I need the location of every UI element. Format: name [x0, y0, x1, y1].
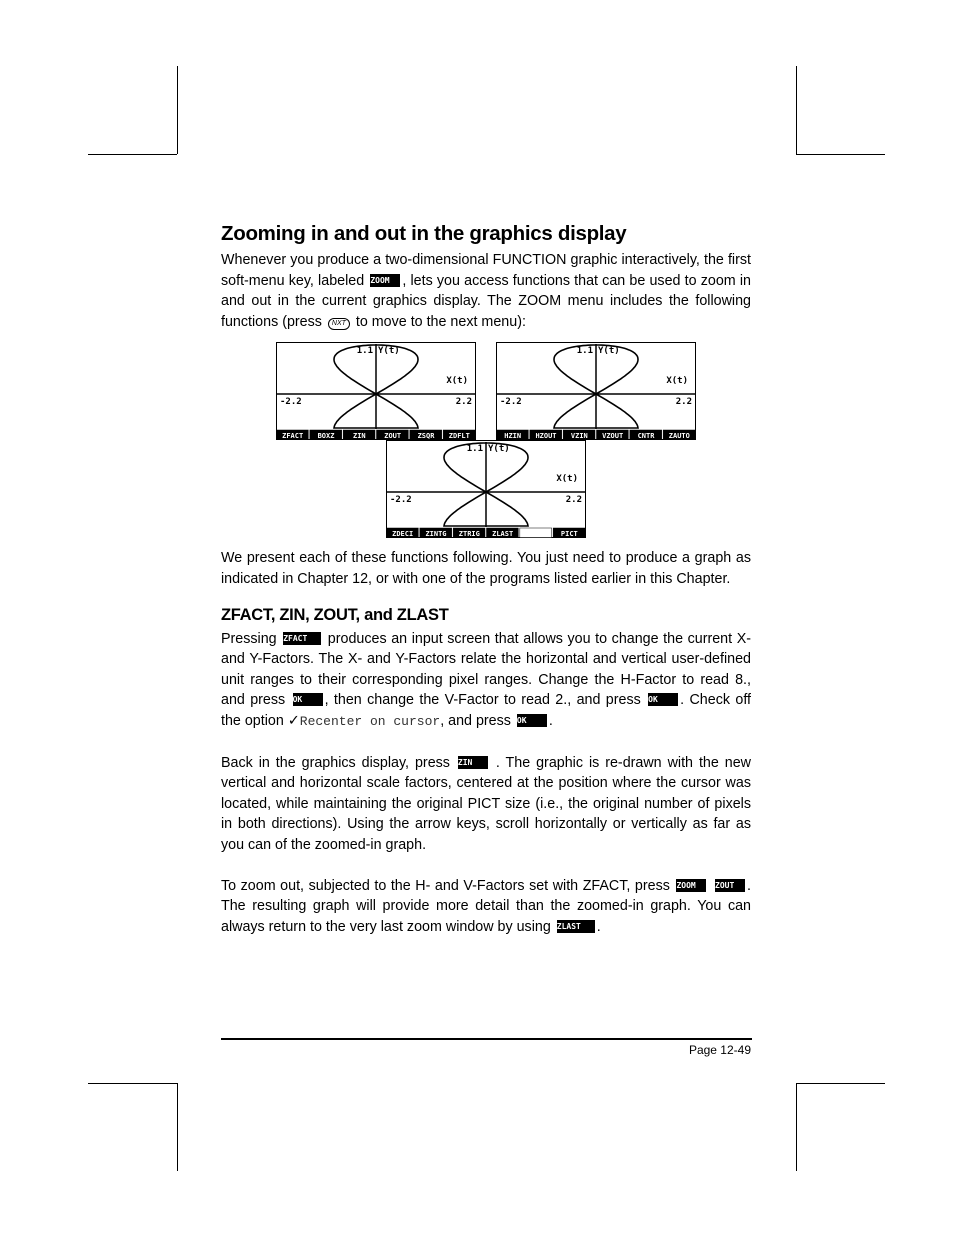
crop-mark [177, 66, 178, 154]
subsection-heading: ZFACT, ZIN, ZOUT, and ZLAST [221, 605, 449, 624]
softmenu-key-label: ZLAST [492, 530, 514, 539]
y-max-label: 1.1 [576, 346, 593, 357]
intro-paragraph [221, 250, 751, 332]
crop-mark [796, 154, 885, 155]
paragraph-zfact [221, 629, 751, 733]
text-run: To zoom out, subjected to the H- and V-Factors set with ZFACT, press [221, 877, 675, 894]
softmenu-key-label: ZAUTO [668, 432, 690, 441]
softmenu-key-label: ZDECI [392, 530, 414, 539]
zlast-key-icon: ZLAST [557, 920, 595, 933]
calculator-screen-2 [496, 342, 696, 440]
x-max-label: 2.2 [675, 397, 692, 408]
zout-key-icon: ZOUT [715, 879, 745, 892]
x-min-label: -2.2 [280, 397, 302, 408]
paragraph-present: We present each of these functions following. You just need to produce a graph as indicated in Chapter 12, or with one of the programs listed earlier in this Chapter. [221, 550, 751, 587]
y-max-label: 1.1 [356, 346, 373, 357]
y-axis-label: Y(t) [378, 346, 400, 357]
softmenu-key-label: ZINTG [425, 530, 447, 539]
softmenu-key-label: VZOUT [602, 432, 624, 441]
x-axis-label: X(t) [556, 474, 578, 485]
softmenu-key-label: BOXZ [317, 432, 335, 441]
softmenu-key-label: ZFACT [282, 432, 304, 441]
graph-svg [276, 342, 476, 440]
x-axis-label: X(t) [666, 376, 688, 387]
softmenu-key-label: PICT [560, 530, 578, 539]
zoom-key-icon: ZOOM [676, 879, 706, 892]
ok-key-icon: OK [648, 693, 678, 706]
page-number: Page 12-49 [688, 1043, 751, 1057]
crop-mark [88, 1083, 177, 1084]
crop-mark [796, 66, 797, 154]
crop-mark [177, 1083, 178, 1171]
softmenu-key-label: ZIN [353, 432, 366, 441]
text-run: . [548, 712, 553, 729]
text-run: produces an input screen that allows you to change the current X- and Y-Factors. The X- and Y-Factors relate the horizontal and vertical user-defined unit ranges to their corresponding pixel ranges. Change the H-Factor to read 8., and press [221, 630, 751, 709]
checkmark-icon: ✓ [287, 712, 300, 729]
crop-mark [796, 1083, 797, 1171]
softmenu-key-label: CNTR [637, 432, 655, 441]
text-run: , then change the V-Factor to read 2., and press [324, 692, 647, 709]
x-min-label: -2.2 [500, 397, 522, 408]
softmenu-key-label: HZOUT [535, 432, 557, 441]
text-run: Whenever you produce a two-dimensional FUNCTION graphic interactively, the first soft-menu key, labeled [221, 252, 751, 289]
crop-mark [88, 154, 177, 155]
crop-mark [796, 1083, 885, 1084]
graph-svg [386, 440, 586, 538]
softmenu-key [520, 528, 552, 538]
text-run: , lets you access functions that can be used to zoom in and out in the current graphics display. The ZOOM menu includes the following functions (press [221, 272, 751, 330]
x-min-label: -2.2 [390, 495, 412, 506]
text-run: . The graphic is re-drawn with the new vertical and horizontal scale factors, centered at the position where the cursor was located, while maintaining the original PICT size (i.e., the original number of pixels in both directions). Using the arrow keys, scroll horizontally or vertically as far as you can of the zoomed-in graph. [221, 754, 751, 853]
recenter-option: Recenter on cursor [299, 713, 441, 729]
nxt-key-icon: NXT [328, 318, 350, 330]
footer-rule [221, 1038, 752, 1040]
text-run: . [596, 918, 601, 935]
softmenu-key-label: ZSQR [417, 432, 435, 441]
y-axis-label: Y(t) [488, 444, 510, 455]
zoom-key-icon: ZOOM [370, 274, 400, 287]
zin-key-icon: ZIN [458, 756, 488, 769]
x-max-label: 2.2 [565, 495, 582, 506]
ok-key-icon: OK [293, 693, 323, 706]
zfact-key-icon: ZFACT [283, 632, 321, 645]
calculator-screen-1 [276, 342, 476, 440]
section-heading: Zooming in and out in the graphics display [221, 222, 627, 245]
paragraph-zout [221, 876, 751, 938]
x-max-label: 2.2 [455, 397, 472, 408]
text-run: . Check off the option [221, 692, 751, 729]
calculator-screens [221, 336, 751, 539]
softmenu-key-label: ZDFLT [448, 432, 470, 441]
x-axis-label: X(t) [446, 376, 468, 387]
softmenu-key-label: ZTRIG [458, 530, 480, 539]
text-run: , and press [440, 712, 515, 729]
text-run: Pressing [221, 630, 282, 647]
text-run: to move to the next menu): [351, 313, 526, 330]
y-max-label: 1.1 [466, 444, 483, 455]
graph-svg [496, 342, 696, 440]
ok-key-icon: OK [517, 714, 547, 727]
text-run: Back in the graphics display, press [221, 754, 456, 771]
text-run: . The resulting graph will provide more detail than the zoomed-in graph. You can always return to the very last zoom window by using [221, 877, 751, 935]
calculator-screen-3 [386, 440, 586, 538]
y-axis-label: Y(t) [598, 346, 620, 357]
softmenu-key-label: VZIN [570, 432, 588, 441]
softmenu-key-label: ZOUT [384, 432, 402, 441]
page-content [221, 222, 751, 937]
softmenu-key-label: HZIN [504, 432, 522, 441]
paragraph-zin [221, 753, 751, 856]
